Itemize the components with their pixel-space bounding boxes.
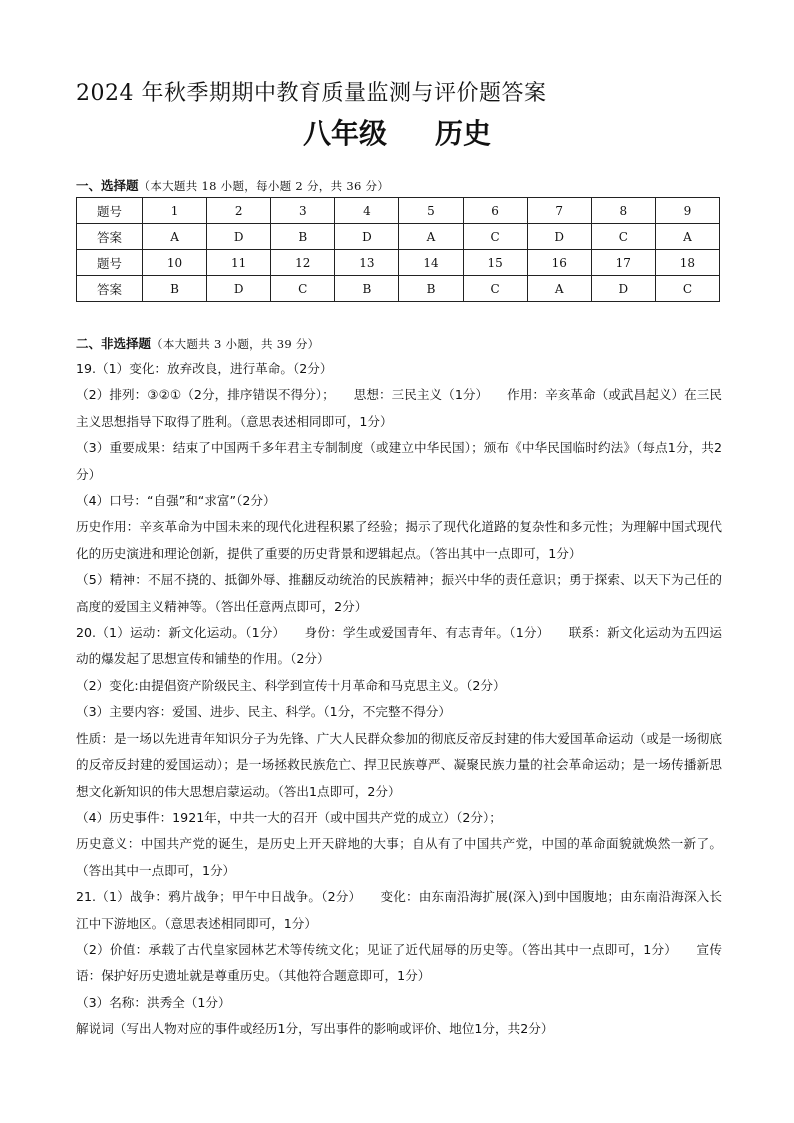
table-cell: 4 <box>335 198 399 224</box>
answer-paragraph: 性质：是一场以先进青年知识分子为先锋、广大人民群众参加的彻底反帝反封建的伟大爱国革命运动（或是一场彻底的反帝反封建的爱国运动）；是一场拯救民族危亡、捍卫民族尊严、凝聚民族力量的社会革命运动；是一场传播新思想文化新知识的伟大思想启蒙运动。（答出1点即可，2分） <box>76 730 722 799</box>
answer-paragraph: 21.（1）战争：鸦片战争；甲午中日战争。（2分） 变化：由东南沿海扩展(深入)到中国腹地；由东南沿海深入长江中下游地区。（意思表述相同即可，1分） <box>76 889 722 931</box>
grade-label: 八年级 <box>302 117 387 150</box>
table-cell: A <box>655 224 719 250</box>
table-cell: C <box>463 276 527 302</box>
multiple-choice-answer-table <box>76 197 720 302</box>
table-row-header: 题号 <box>77 250 143 276</box>
table-cell: D <box>527 224 591 250</box>
table-row-header: 题号 <box>77 198 143 224</box>
answer-paragraph: 历史意义：中国共产党的诞生，是历史上开天辟地的大事；自从有了中国共产党，中国的革命面貌就焕然一新了。（答出其中一点即可，1分） <box>76 836 722 878</box>
answer-paragraph: （5）精神：不屈不挠的、抵御外辱、推翻反动统治的民族精神；振兴中华的责任意识；勇于探索、以天下为己任的高度的爱国主义精神等。（答出任意两点即可，2分） <box>76 572 722 614</box>
table-cell: 15 <box>463 250 527 276</box>
answer-paragraph: （2）变化:由提倡资产阶级民主、科学到宣传十月革命和马克思主义。（2分） <box>76 677 506 693</box>
table-cell: 11 <box>207 250 271 276</box>
answer-paragraph: （2）排列：③②①（2分，排序错误不得分）； 思想：三民主义（1分） 作用：辛亥革命（或武昌起义）在三民主义思想指导下取得了胜利。（意思表述相同即可，1分） <box>76 387 722 429</box>
answer-paragraph: （4）口号：“自强”和“求富”（2分） <box>76 493 276 509</box>
section2-note: （本大题共 3 小题，共 39 分） <box>151 337 320 351</box>
subject-label: 历史 <box>435 117 492 150</box>
table-cell: 1 <box>143 198 207 224</box>
table-cell: 3 <box>271 198 335 224</box>
table-cell: 16 <box>527 250 591 276</box>
table-row <box>77 276 720 302</box>
table-row <box>77 198 720 224</box>
table-row-header: 答案 <box>77 224 143 250</box>
table-cell: 18 <box>655 250 719 276</box>
table-cell: A <box>143 224 207 250</box>
answer-paragraph: （3）重要成果：结束了中国两千多年君主专制制度（或建立中华民国）；颁布《中华民国临时约法》（每点1分，共2分） <box>76 440 722 482</box>
non-choice-answers <box>76 356 722 1043</box>
section2-title: 二、非选择题 <box>76 336 152 351</box>
table-cell: B <box>271 224 335 250</box>
table-cell: 2 <box>207 198 271 224</box>
table-cell: 6 <box>463 198 527 224</box>
answer-paragraph: 历史作用：辛亥革命为中国未来的现代化进程积累了经验；揭示了现代化道路的复杂性和多元性；为理解中国式现代化的历史演进和理论创新，提供了重要的历史背景和逻辑起点。（答出其中一点即可，1分） <box>76 519 722 561</box>
answer-paragraph: （3）主要内容：爱国、进步、民主、科学。（1分，不完整不得分） <box>76 704 451 720</box>
table-cell: 7 <box>527 198 591 224</box>
table-cell: C <box>463 224 527 250</box>
table-cell: 10 <box>143 250 207 276</box>
table-cell: 9 <box>655 198 719 224</box>
table-cell: D <box>591 276 655 302</box>
table-cell: B <box>143 276 207 302</box>
answer-paragraph: 20.（1）运动：新文化运动。（1分） 身份：学生或爱国青年、有志青年。（1分） 联系：新文化运动为五四运动的爆发起了思想宣传和铺垫的作用。（2分） <box>76 625 722 667</box>
table-cell: C <box>591 224 655 250</box>
table-cell: A <box>527 276 591 302</box>
table-cell: 17 <box>591 250 655 276</box>
table-row <box>77 224 720 250</box>
answer-paragraph: （3）名称：洪秀全（1分） <box>76 994 231 1010</box>
table-cell: 12 <box>271 250 335 276</box>
section1-note: （本大题共 18 小题，每小题 2 分，共 36 分） <box>138 179 390 193</box>
table-cell: 8 <box>591 198 655 224</box>
table-cell: B <box>335 276 399 302</box>
table-cell: D <box>207 276 271 302</box>
table-cell: 14 <box>399 250 463 276</box>
table-cell: 13 <box>335 250 399 276</box>
table-row <box>77 250 720 276</box>
answer-paragraph: 解说词（写出人物对应的事件或经历1分，写出事件的影响或评价、地位1分，共2分） <box>76 1021 554 1037</box>
answer-paragraph: （4）历史事件：1921年，中共一大的召开（或中国共产党的成立）（2分）； <box>76 809 502 825</box>
table-cell: C <box>271 276 335 302</box>
table-cell: D <box>207 224 271 250</box>
answer-paragraph: （2）价值：承载了古代皇家园林艺术等传统文化；见证了近代屈辱的历史等。（答出其中一点即可，1分） 宣传语：保护好历史遗址就是尊重历史。（其他符合题意即可，1分） <box>76 941 722 984</box>
document-title: 2024 年秋季期期中教育质量监测与评价题答案 <box>76 81 547 106</box>
answer-paragraph: 19.（1）变化：放弃改良，进行革命。（2分） <box>76 361 333 376</box>
table-cell: 5 <box>399 198 463 224</box>
table-cell: C <box>655 276 719 302</box>
section2-heading <box>76 334 320 352</box>
table-row-header: 答案 <box>77 276 143 302</box>
table-cell: B <box>399 276 463 302</box>
section1-heading <box>76 176 389 194</box>
table-cell: A <box>399 224 463 250</box>
section1-title: 一、选择题 <box>76 178 139 193</box>
table-cell: D <box>335 224 399 250</box>
grade-subject-heading <box>0 112 794 152</box>
